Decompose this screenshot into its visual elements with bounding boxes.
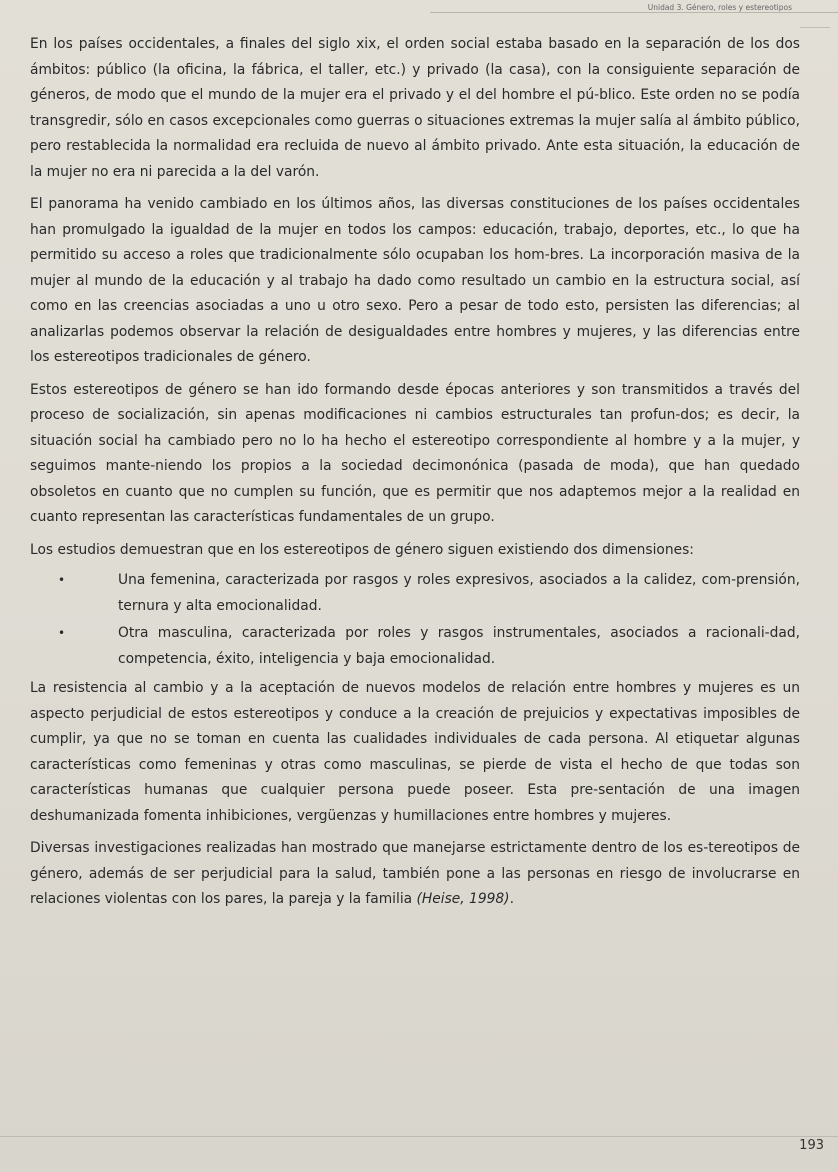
paragraph-6-text: Diversas investigaciones realizadas han mostrado que manejarse estrictamente dentro de los es-tereotipos de género, además de ser perjudicial para la salud, también pone a las personas en riesgo de involucrarse en relaciones violentas con los pares, la pareja y la familia (30, 840, 800, 907)
paragraph-3: Estos estereotipos de género se han ido formando desde épocas anteriores y son transmitidos a través del proceso de socialización, sin apenas modificaciones ni cambios estructurales tan profun-dos; es decir, la situación social ha cambiado pero no lo ha hecho el estereotipo correspondiente al hombre y a la mujer, y seguimos mante-niendo los propios a la sociedad decimonónica (pasada de moda), que han quedado obsoletos en cuanto que no cumplen su función, que es permitir que nos adaptemos mejor a la realidad en cuanto representan las características fundamentales de un grupo. (30, 381, 800, 525)
bullet-icon: • (58, 626, 66, 640)
running-header: Unidad 3. Género, roles y estereotipos (647, 3, 792, 12)
dimensions-list (30, 568, 800, 672)
citation: (Heise, 1998) (416, 891, 510, 907)
footer-rule (0, 1136, 838, 1137)
bullet-icon: • (58, 573, 66, 587)
paragraph-1: En los países occidentales, a finales del siglo xix, el orden social estaba basado en la separación de los dos ámbitos: público (la oficina, la fábrica, el taller, etc.) y privado (la casa), con la consiguiente separación de géneros, de modo que el mundo de la mujer era el privado y el del hombre el pú-blico. Este orden no se podía transgredir, sólo en casos excepcionales como guerras o situaciones extremas la mujer salía al ámbito público, pero restablecida la normalidad era recluida de nuevo al ámbito privado. Ante esta situación, la educación de la mujer no era ni parecida a la del varón. (30, 36, 800, 180)
paragraph-4-intro: Los estudios demuestran que en los estereotipos de género siguen existiendo dos dimensiones: (30, 541, 694, 558)
paragraph-6 (30, 836, 800, 913)
body-text (30, 32, 800, 920)
paragraph-5: La resistencia al cambio y a la aceptación de nuevos modelos de relación entre hombres y mujeres es un aspecto perjudicial de estos estereotipos y conduce a la creación de prejuicios y expectativas imposibles de cumplir, ya que no se toman en cuenta las cualidades individuales de cada persona. Al etiquetar algunas características como femeninas y otras como masculinas, se pierde de vista el hecho de que todas son características humanas que cualquier persona puede poseer. Esta pre-sentación de una imagen deshumanizada fomenta inhibiciones, vergüenzas y humillaciones entre hombres y mujeres. (30, 680, 800, 824)
list-item-text: Una femenina, caracterizada por rasgos y roles expresivos, asociados a la calidez, com-prensión, ternura y alta emocionalidad. (118, 572, 800, 614)
header-rule-short (800, 27, 830, 28)
header-rule (430, 12, 838, 13)
paragraph-2: El panorama ha venido cambiado en los últimos años, las diversas constituciones de los países occidentales han promulgado la igualdad de la mujer en todos los campos: educación, trabajo, deportes, etc., lo que ha permitido su acceso a roles que tradicionalmente sólo ocupaban los hom-bres. La incorporación masiva de la mujer al mundo de la educación y al trabajo ha dado como resultado un cambio en la estructura social, así como en las creencias asociadas a uno u otro sexo. Pero a pesar de todo esto, persisten las diferencias; al analizarlas podemos observar la relación de desigualdades entre hombres y mujeres, y las diferencias entre los estereotipos tradicionales de género. (30, 196, 800, 365)
page-number: 193 (799, 1138, 824, 1153)
list-item (30, 568, 800, 619)
paragraph-6-end: . (509, 891, 514, 907)
list-item (30, 621, 800, 672)
list-item-text: Otra masculina, caracterizada por roles y rasgos instrumentales, asociados a racionali-dad, competencia, éxito, inteligencia y baja emocionalidad. (118, 625, 800, 667)
